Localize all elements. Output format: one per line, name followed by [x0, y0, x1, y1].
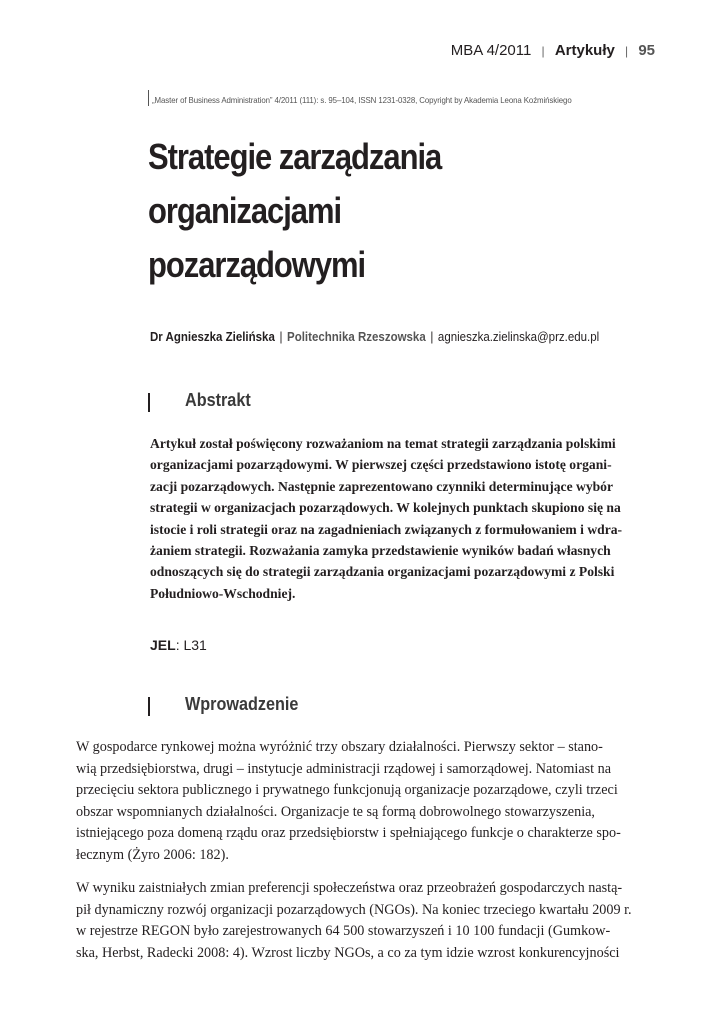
jel-label: JEL	[150, 637, 176, 653]
abstract-line: żaniem strategii. Rozważania zamyka przedstawienie wyników badań własnych	[150, 543, 611, 559]
body-line: pił dynamiczny rozwój organizacji pozarządowych (NGOs). Na koniec trzeciego kwartału 2009 r.	[76, 901, 632, 918]
running-header	[451, 42, 655, 59]
intro-paragraph-2	[76, 878, 658, 964]
title-line: organizacjami	[148, 190, 342, 231]
abstract-body	[150, 433, 658, 604]
page-number: 95	[638, 42, 655, 59]
author-line	[150, 330, 665, 344]
title-line: Strategie zarządzania	[148, 136, 442, 177]
body-line: W gospodarce rynkowej można wyróżnić trzy obszary działalności. Pierwszy sektor – stano-	[76, 739, 603, 755]
header-separator: |	[625, 44, 629, 58]
body-line: w rejestrze REGON było zarejestrowanych 64 500 stowarzyszeń i 10 100 fundacji (Gumkow-	[76, 923, 611, 940]
abstract-line: istocie i roli strategii oraz na zagadnieniach związanych z formułowaniem i wdra-	[150, 521, 623, 537]
abstract-line: strategii w organizacjach pozarządowych. W kolejnych punktach skupiono się na	[150, 500, 621, 516]
jel-classification	[150, 637, 207, 653]
section-name: Artykuły	[554, 42, 615, 59]
abstract-line: zacji pozarządowych. Następnie zaprezentowano czynniki determinujące wybór	[150, 478, 614, 494]
abstract-line: organizacjami pozarządowymi. W pierwszej części przedstawiono istotę organi-	[150, 457, 612, 473]
abstract-line: Artykuł został poświęcony rozważaniom na temat strategii zarządzania polskimi	[150, 436, 616, 451]
heading-bar	[148, 393, 150, 412]
author-name: Dr Agnieszka Zielińska	[150, 330, 275, 344]
author-institution: Politechnika Rzeszowska	[287, 330, 426, 344]
header-separator: |	[541, 44, 545, 58]
author-separator: |	[279, 330, 283, 344]
body-line: istniejącego poza domeną rządu oraz przedsiębiorstw i spełniającego funkcje o charakterze spo-	[76, 825, 621, 842]
citation-bar	[148, 90, 149, 106]
heading-bar	[148, 697, 150, 716]
abstract-heading-label: Abstrakt	[185, 390, 251, 410]
jel-code: : L31	[175, 637, 207, 653]
body-line: obszar wspomnianych działalności. Organizacje te są formą dobrowolnego stowarzyszenia,	[76, 803, 595, 820]
intro-heading	[148, 694, 648, 718]
title-line: pozarządowymi	[148, 244, 366, 285]
body-line: W wyniku zaistniałych zmian preferencji społeczeństwa oraz przeobrażeń gospodarczych nastą-	[76, 880, 623, 896]
body-line: ska, Herbst, Radecki 2008: 4). Wzrost liczby NGOs, a co za tym idzie wzrost konkurencyjności	[76, 944, 620, 961]
abstract-line: odnoszących się do strategii zarządzania organizacjami pozarządowymi z Polski	[150, 564, 615, 580]
author-separator: |	[430, 330, 434, 344]
abstract-line: Południowo-Wschodniej.	[150, 585, 296, 601]
intro-heading-label: Wprowadzenie	[185, 694, 299, 714]
body-line: łecznym (Żyro 2006: 182).	[76, 846, 229, 863]
article-title	[148, 130, 595, 292]
journal-issue: MBA 4/2011	[450, 42, 532, 59]
intro-paragraph-1	[76, 737, 658, 867]
body-line: przecięciu sektora publicznego i prywatnego funkcjonują organizacje pozarządowe, czyli trzeci	[76, 782, 618, 799]
author-email[interactable]: agnieszka.zielinska@prz.edu.pl	[437, 330, 600, 344]
abstract-heading	[148, 390, 648, 414]
citation-text: „Master of Business Administration” 4/2011 (111): s. 95–104, ISSN 1231-0328, Copyright by Akademia Leona Koźmińskiego	[152, 96, 572, 105]
body-line: wią przedsiębiorstwa, drugi – instytucje administracji rządowej i samorządowej. Natomiast na	[76, 760, 612, 777]
